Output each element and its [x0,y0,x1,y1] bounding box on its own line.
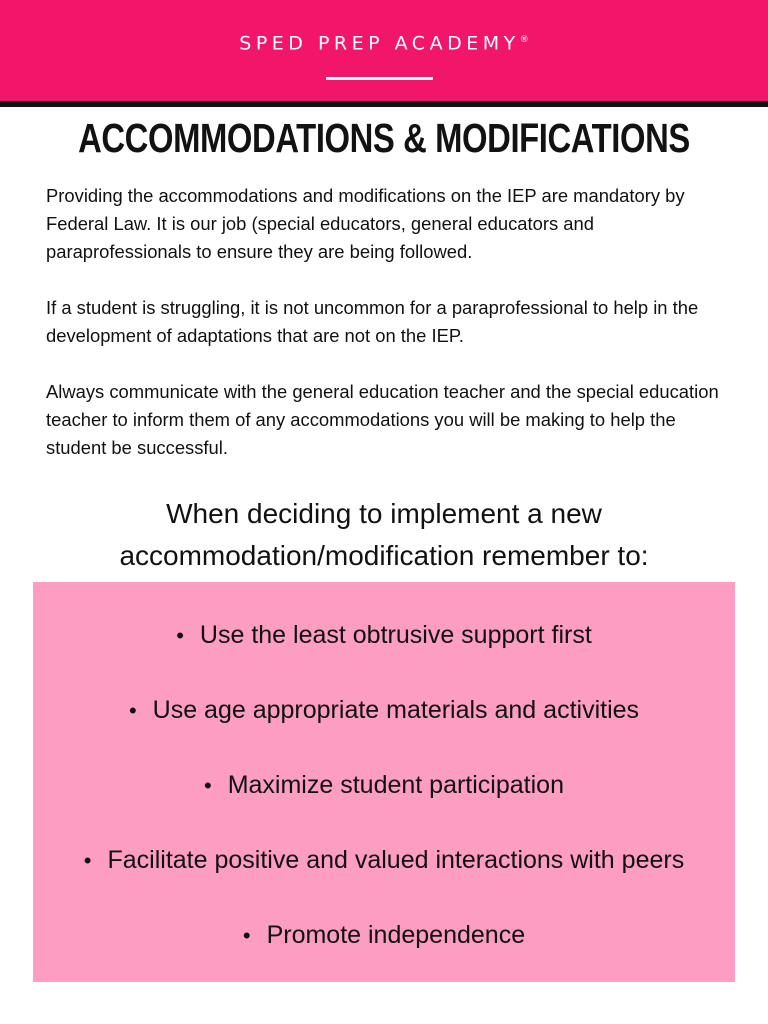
tips-panel [33,582,735,982]
header-divider [0,101,768,107]
brand-name [0,28,768,55]
bullet-icon: • [242,923,251,948]
bullet-icon: • [204,773,212,798]
bullet-icon: • [128,698,137,723]
tip-item [33,767,735,804]
tip-item [33,617,735,654]
tip-text: Facilitate positive and valued interactions with peers [107,846,685,874]
bullet-icon: • [83,848,92,873]
intro-paragraph: Providing the accommodations and modifications on the IEP are mandatory by Federal Law. It is our job (special educators, general educators and paraprofessionals to ensure they are being followed. [46,185,685,262]
tip-item [33,692,735,729]
brand-underline [326,77,433,80]
prompt-line-1: When deciding to implement a new [166,498,602,529]
tip-text: Maximize student participation [227,771,564,799]
section-prompt [0,493,768,577]
tip-text: Use the least obtrusive support first [199,621,592,649]
tip-text: Use age appropriate materials and activities [152,696,640,724]
bullet-icon: • [176,623,184,648]
tips-list [33,617,735,992]
intro-text [46,182,736,490]
prompt-line-2: accommodation/modification remember to: [119,540,649,571]
tip-text: Promote independence [266,921,526,949]
intro-paragraph: Always communicate with the general education teacher and the special education teacher to inform them of any accommodations you will be making to help the student be successful. [46,381,719,458]
registered-mark: ® [519,35,529,45]
intro-paragraph: If a student is struggling, it is not uncommon for a paraprofessional to help in the development of adaptations that are not on the IEP. [46,297,699,346]
brand-text: SPED PREP ACADEMY [239,32,520,55]
tip-item [33,842,735,879]
tip-item [33,917,735,954]
page-title: ACCOMMODATIONS & MODIFICATIONS [78,115,690,161]
